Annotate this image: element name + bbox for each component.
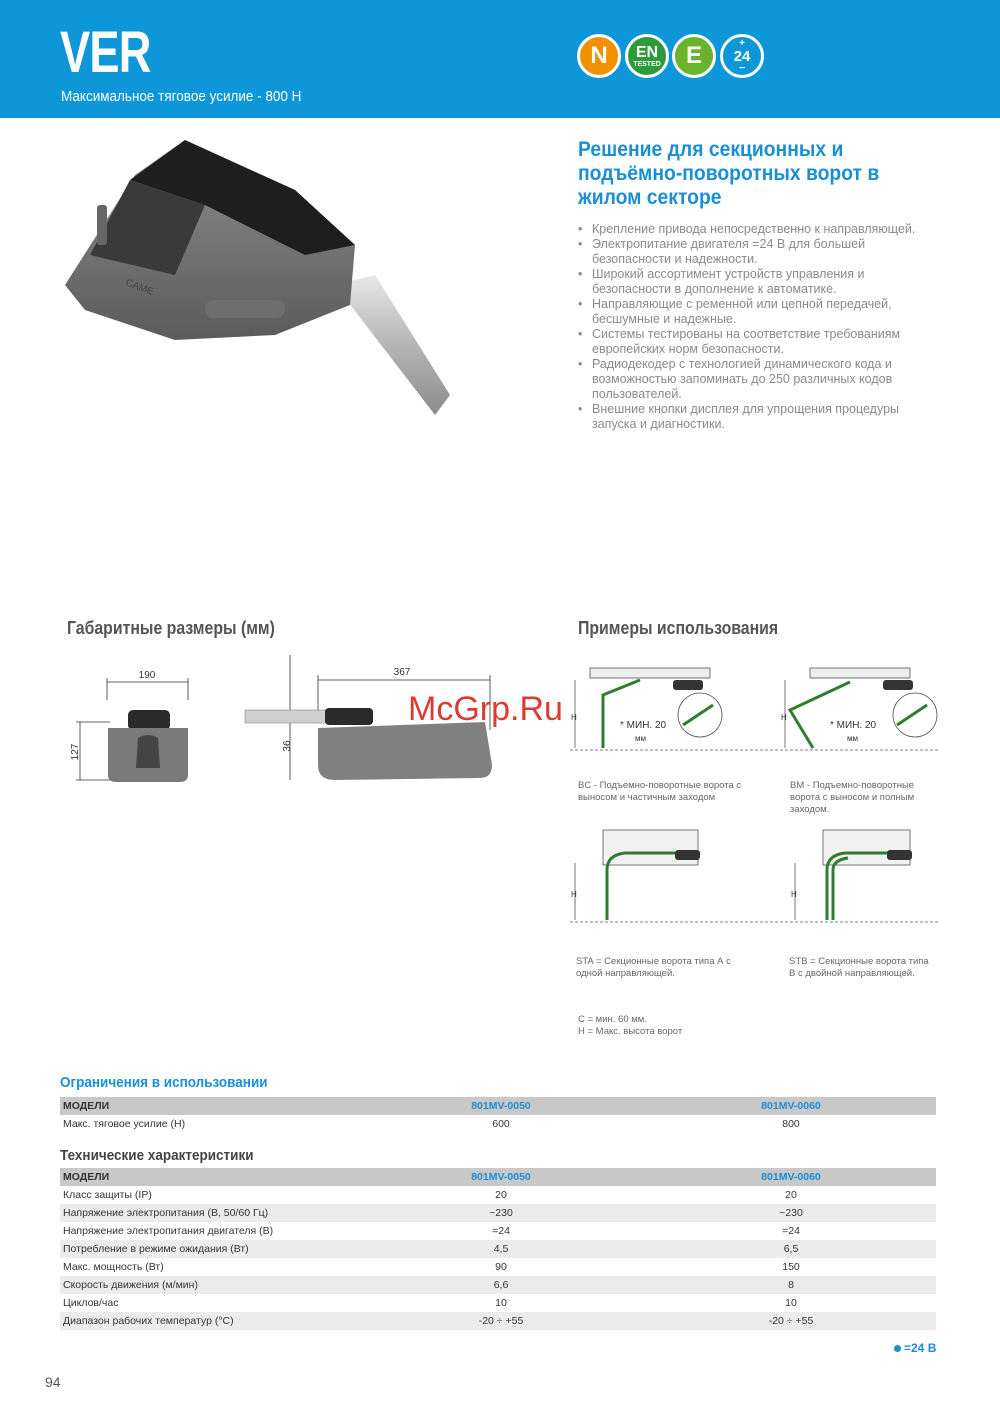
row-value: 90 xyxy=(495,1261,507,1273)
product-subtitle: Максимальное тяговое усилие - 800 Н xyxy=(61,88,302,105)
h-label-2: Н xyxy=(781,713,787,722)
table-header-row xyxy=(60,1168,936,1186)
table-header-row xyxy=(60,1097,936,1115)
usage-caption-sta: STA = Секционные ворота типа А с одной направляющей. xyxy=(576,956,731,979)
row-label: Класс защиты (IP) xyxy=(63,1189,152,1201)
min-label-2: * МИН. 20 xyxy=(830,720,877,731)
24v-badge-minus: − xyxy=(739,62,745,74)
table-row xyxy=(60,1276,936,1294)
row-value: 6,5 xyxy=(646,1240,936,1258)
dim-length: 367 xyxy=(393,667,411,678)
row-value: 20 xyxy=(495,1189,507,1201)
en-badge-label: EN xyxy=(635,43,659,61)
en-badge-sub: TESTED xyxy=(633,60,661,68)
n-badge-label: N xyxy=(590,42,608,69)
table-row xyxy=(60,1258,936,1276)
feature-item: • Крепление привода непосредственно к направляющей. xyxy=(578,222,943,237)
table-row xyxy=(60,1294,936,1312)
usage-title: Примеры использования xyxy=(578,618,779,638)
n-badge-icon xyxy=(577,34,621,78)
usage-note-c: C = мин. 60 мм. xyxy=(578,1014,647,1025)
product-photo xyxy=(55,135,455,425)
table-row xyxy=(60,1115,936,1133)
row-label: Макс. тяговое усилие (Н) xyxy=(63,1118,186,1130)
row-value: 8 xyxy=(646,1276,936,1294)
row-label: Потребление в режиме ожидания (Вт) xyxy=(60,1240,356,1258)
feature-item: • Широкий ассортимент устройств управления и безопасности в дополнение к автоматике. xyxy=(578,267,943,297)
mm-label-1: мм xyxy=(635,734,646,743)
h-label-4: Н xyxy=(791,890,797,899)
legend-dot-icon xyxy=(894,1345,901,1352)
legend xyxy=(894,1341,936,1355)
table-row xyxy=(60,1312,936,1330)
usage-caption-bc: BC - Подъемно-поворотные ворота с выносом и частичным заходом xyxy=(578,780,742,803)
usage-caption-stb: STB = Секционные ворота типа В с двойной направляющей. xyxy=(789,956,929,979)
row-label: Циклов/час xyxy=(63,1297,119,1309)
usage-diagram-bc-bm xyxy=(565,660,945,760)
feature-item: • Направляющие с ременной или цепной передачей, бесшумные и надежные. xyxy=(578,297,943,327)
table-row xyxy=(60,1204,936,1222)
page-number: 94 xyxy=(45,1374,61,1390)
feature-item: • Электропитание двигателя =24 В для большей безопасности и надежности. xyxy=(578,237,943,267)
row-value: -20 ÷ +55 xyxy=(646,1312,936,1330)
header-models: МОДЕЛИ xyxy=(60,1168,356,1186)
dim-height: 127 xyxy=(70,743,81,761)
header-models: МОДЕЛИ xyxy=(60,1097,356,1115)
h-label-3: Н xyxy=(571,890,577,899)
svg-text:CAME: CAME xyxy=(123,277,155,298)
h-label-1: Н xyxy=(571,713,577,722)
header-model-0060: 801MV-0060 xyxy=(646,1168,936,1186)
limits-title: Ограничения в использовании xyxy=(60,1074,268,1091)
usage-note-h: H = Макс. высота ворот xyxy=(578,1026,683,1037)
e-badge-label: E xyxy=(685,42,702,69)
row-value: -20 ÷ +55 xyxy=(356,1312,646,1330)
row-value: 20 xyxy=(785,1189,797,1201)
table-row xyxy=(60,1222,936,1240)
header-model-0060: 801MV-0060 xyxy=(646,1097,936,1115)
header-model-0050: 801MV-0050 xyxy=(356,1097,646,1115)
row-value: ~230 xyxy=(646,1204,936,1222)
mm-label-2: мм xyxy=(847,734,858,743)
dim-width: 190 xyxy=(138,670,156,681)
row-value: 10 xyxy=(785,1297,797,1309)
specs-table xyxy=(60,1168,936,1330)
dim-depth: 36 xyxy=(282,740,293,752)
row-value: =24 xyxy=(492,1225,510,1237)
e-badge-icon xyxy=(672,34,716,78)
row-label: Скорость движения (м/мин) xyxy=(60,1276,356,1294)
dimensions-title: Габаритные размеры (мм) xyxy=(67,618,275,638)
row-label: Диапазон рабочих температур (°С) xyxy=(60,1312,356,1330)
table-row xyxy=(60,1186,936,1204)
legend-text: =24 В xyxy=(904,1341,937,1355)
solution-heading: Решение для секционных и подъёмно-поворотных ворот в жилом секторе xyxy=(578,138,880,209)
product-title: VER xyxy=(60,20,151,85)
feature-item: • Радиодекодер с технологией динамического кода и возможностью запоминать до 250 различных кодов пользователей. xyxy=(578,357,943,402)
specs-title: Технические характеристики xyxy=(60,1147,254,1164)
header-model-0050: 801MV-0050 xyxy=(356,1168,646,1186)
table-row xyxy=(60,1240,936,1258)
row-value: =24 xyxy=(782,1225,800,1237)
24v-badge-label: 24 xyxy=(733,47,751,65)
min-label-1: * МИН. 20 xyxy=(620,720,667,731)
row-label: Напряжение электропитания (В, 50/60 Гц) xyxy=(60,1204,356,1222)
limits-table xyxy=(60,1097,936,1133)
row-value: 10 xyxy=(495,1297,507,1309)
row-label: Макс. мощность (Вт) xyxy=(63,1261,164,1273)
row-value: 150 xyxy=(782,1261,800,1273)
row-value: 6,6 xyxy=(356,1276,646,1294)
24v-badge-plus: + xyxy=(739,37,745,49)
24v-badge-icon xyxy=(720,34,764,78)
usage-caption-bm: BM - Подъемно-поворотные ворота с выносом и полным заходом. xyxy=(790,780,915,815)
row-value: ~230 xyxy=(356,1204,646,1222)
row-label: Напряжение электропитания двигателя (В) xyxy=(63,1225,274,1237)
feature-list xyxy=(578,222,943,432)
usage-diagram-sta-stb xyxy=(565,825,945,930)
feature-item: • Внешние кнопки дисплея для упрощения процедуры запуска и диагностики. xyxy=(578,402,943,432)
feature-item: • Системы тестированы на соответствие требованиям европейских норм безопасности. xyxy=(578,327,943,357)
row-value: 600 xyxy=(492,1118,510,1130)
watermark: McGrp.Ru xyxy=(408,690,563,728)
row-value: 4,5 xyxy=(356,1240,646,1258)
row-value: 800 xyxy=(782,1118,800,1130)
en-tested-badge-icon xyxy=(625,34,669,78)
